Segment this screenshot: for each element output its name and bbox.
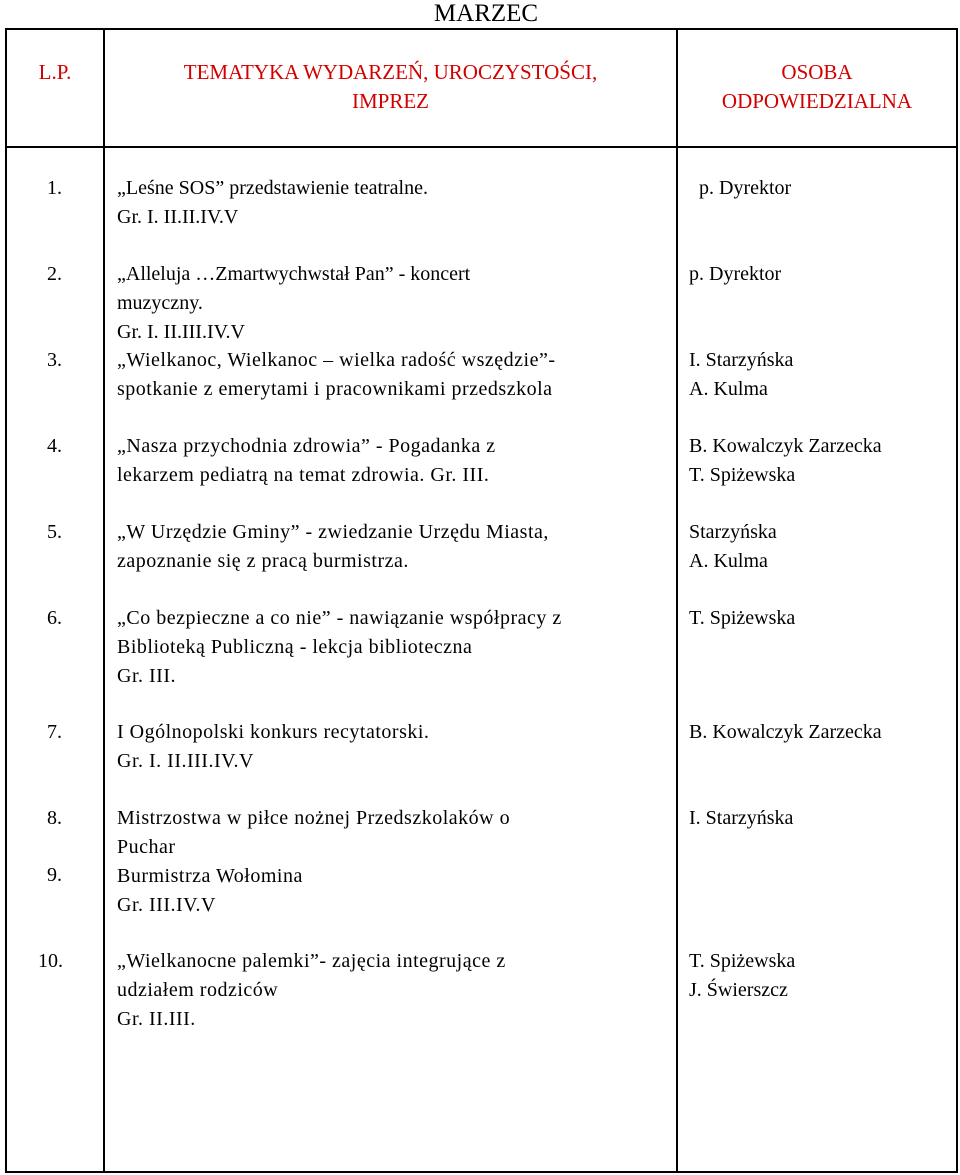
event-item bbox=[117, 518, 549, 576]
event-line: Puchar bbox=[117, 836, 176, 858]
responsible-person bbox=[689, 718, 882, 747]
header-person bbox=[678, 58, 956, 116]
header-divider bbox=[5, 146, 958, 148]
row-number: 3. bbox=[47, 349, 62, 371]
person-name: A. Kulma bbox=[689, 550, 768, 572]
row-number: 2. bbox=[47, 263, 62, 285]
responsible-person bbox=[699, 174, 791, 203]
event-item bbox=[117, 432, 496, 490]
responsible-person bbox=[689, 260, 781, 289]
event-line: Gr. II.III. bbox=[117, 1008, 196, 1030]
event-line: Gr. I. II.II.IV.V bbox=[117, 206, 239, 228]
page-title: MARZEC bbox=[433, 0, 539, 27]
event-line: Biblioteką Publiczną - lekcja biblioteczna bbox=[117, 636, 473, 658]
row-number: 9. bbox=[47, 864, 62, 886]
person-name: B. Kowalczyk Zarzecka bbox=[689, 721, 882, 743]
person-name: T. Spiżewska bbox=[689, 950, 796, 972]
event-line: Mistrzostwa w piłce nożnej Przedszkolaków o bbox=[117, 807, 511, 829]
event-line: I Ogólnopolski konkurs recytatorski. bbox=[117, 721, 430, 743]
person-name: I. Starzyńska bbox=[689, 807, 794, 829]
row-number: 10. bbox=[38, 950, 63, 972]
event-line: „Wielkanoc, Wielkanoc – wielka radość wszędzie”- bbox=[117, 349, 556, 371]
event-item bbox=[117, 947, 506, 1034]
event-item bbox=[117, 260, 470, 347]
row-number: 7. bbox=[47, 721, 62, 743]
person-name: T. Spiżewska bbox=[689, 464, 796, 486]
event-line: Gr. III.IV.V bbox=[117, 894, 216, 916]
person-name: p. Dyrektor bbox=[689, 263, 782, 285]
row-number: 4. bbox=[47, 435, 62, 457]
row-number: 8. bbox=[47, 807, 62, 829]
header-person-line1: OSOBA bbox=[781, 60, 853, 84]
header-topic-line2: IMPREZ bbox=[351, 89, 429, 113]
event-item bbox=[117, 718, 429, 776]
person-name: A. Kulma bbox=[689, 378, 768, 400]
event-line: „Wielkanocne palemki”- zajęcia integrujące z bbox=[117, 950, 506, 972]
responsible-person bbox=[689, 432, 882, 490]
row-number: 5. bbox=[47, 521, 62, 543]
responsible-person bbox=[689, 947, 795, 1005]
event-item bbox=[117, 604, 562, 691]
event-line: „Co bezpieczne a co nie” - nawiązanie współpracy z bbox=[117, 607, 562, 629]
header-lp: L.P. bbox=[38, 60, 72, 84]
event-line: Gr. III. bbox=[117, 665, 176, 687]
event-line: Gr. I. II.III.IV.V bbox=[117, 750, 254, 772]
event-line: „Leśne SOS” przedstawienie teatralne. bbox=[117, 177, 428, 199]
event-line: „Nasza przychodnia zdrowia” - Pogadanka z bbox=[117, 435, 496, 457]
header-topic-line1: TEMATYKA WYDARZEŃ, UROCZYSTOŚCI, bbox=[183, 60, 598, 84]
responsible-person bbox=[689, 804, 793, 833]
event-item bbox=[117, 346, 556, 404]
event-line: spotkanie z emerytami i pracownikami przedszkola bbox=[117, 378, 553, 400]
event-line: muzyczny. bbox=[117, 292, 203, 314]
column-divider-lp bbox=[103, 28, 105, 1173]
column-divider-topic bbox=[676, 28, 678, 1173]
responsible-person bbox=[689, 346, 793, 404]
event-line: „W Urzędzie Gminy” - zwiedzanie Urzędu Miasta, bbox=[117, 521, 549, 543]
event-line: Burmistrza Wołomina bbox=[117, 865, 303, 887]
responsible-person bbox=[689, 518, 777, 576]
row-number: 6. bbox=[47, 607, 62, 629]
person-name: J. Świerszcz bbox=[689, 979, 788, 1001]
header-topic bbox=[105, 58, 676, 116]
event-line: zapoznanie się z pracą burmistrza. bbox=[117, 550, 409, 572]
responsible-person bbox=[689, 604, 795, 633]
row-number: 1. bbox=[47, 177, 62, 199]
event-line: Gr. I. II.III.IV.V bbox=[117, 321, 245, 343]
event-line: udziałem rodziców bbox=[117, 979, 279, 1001]
event-item bbox=[117, 804, 510, 920]
person-name: T. Spiżewska bbox=[689, 607, 796, 629]
person-name: p. Dyrektor bbox=[699, 177, 792, 199]
person-name: I. Starzyńska bbox=[689, 349, 794, 371]
event-line: lekarzem pediatrą na temat zdrowia. Gr. III. bbox=[117, 464, 490, 486]
event-line: „Alleluja …Zmartwychwstał Pan” - koncert bbox=[117, 263, 471, 285]
event-item bbox=[117, 174, 428, 232]
person-name: B. Kowalczyk Zarzecka bbox=[689, 435, 882, 457]
person-name: Starzyńska bbox=[689, 521, 777, 543]
header-person-line2: ODPOWIEDZIALNA bbox=[721, 89, 913, 113]
